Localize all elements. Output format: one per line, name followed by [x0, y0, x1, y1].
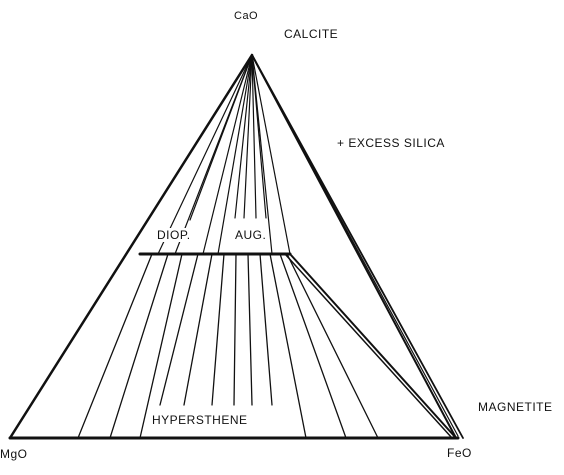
triangle-left-edge [10, 55, 252, 438]
hypersthene-label: HYPERSTHENE [148, 413, 252, 427]
pyroxene-magnetite-tie-2 [285, 254, 452, 438]
hypersthene-tie-line [140, 254, 182, 438]
hypersthene-tie-line [212, 254, 224, 405]
calcite-tie-line [252, 55, 290, 254]
calcite-tie-lines [158, 55, 290, 254]
diopside-label: DIOP. [157, 228, 191, 242]
calcite-tie-line [158, 55, 252, 254]
calcite-tie-line [203, 55, 252, 254]
hypersthene-tie-lines [78, 254, 378, 438]
hypersthene-tie-line [260, 254, 272, 405]
magnetite-label: MAGNETITE [478, 400, 553, 414]
mgo-label: MgO [0, 447, 28, 461]
hypersthene-tie-line [248, 254, 252, 405]
calcite-label: CALCITE [284, 27, 339, 41]
apex-oxide-label: CaO [234, 10, 259, 22]
hypersthene-tie-line [184, 254, 212, 405]
hypersthene-tie-line [78, 254, 152, 438]
hypersthene-tie-line [280, 254, 346, 438]
hypersthene-tie-line [160, 254, 198, 405]
hypersthene-tie-line [110, 254, 168, 438]
hypersthene-tie-line [234, 254, 236, 405]
augite-label: AUG. [235, 228, 267, 242]
feo-label: FeO [447, 446, 472, 460]
calcite-magnetite-tie-2 [252, 55, 458, 436]
excess-silica-note: + EXCESS SILICA [337, 136, 445, 150]
